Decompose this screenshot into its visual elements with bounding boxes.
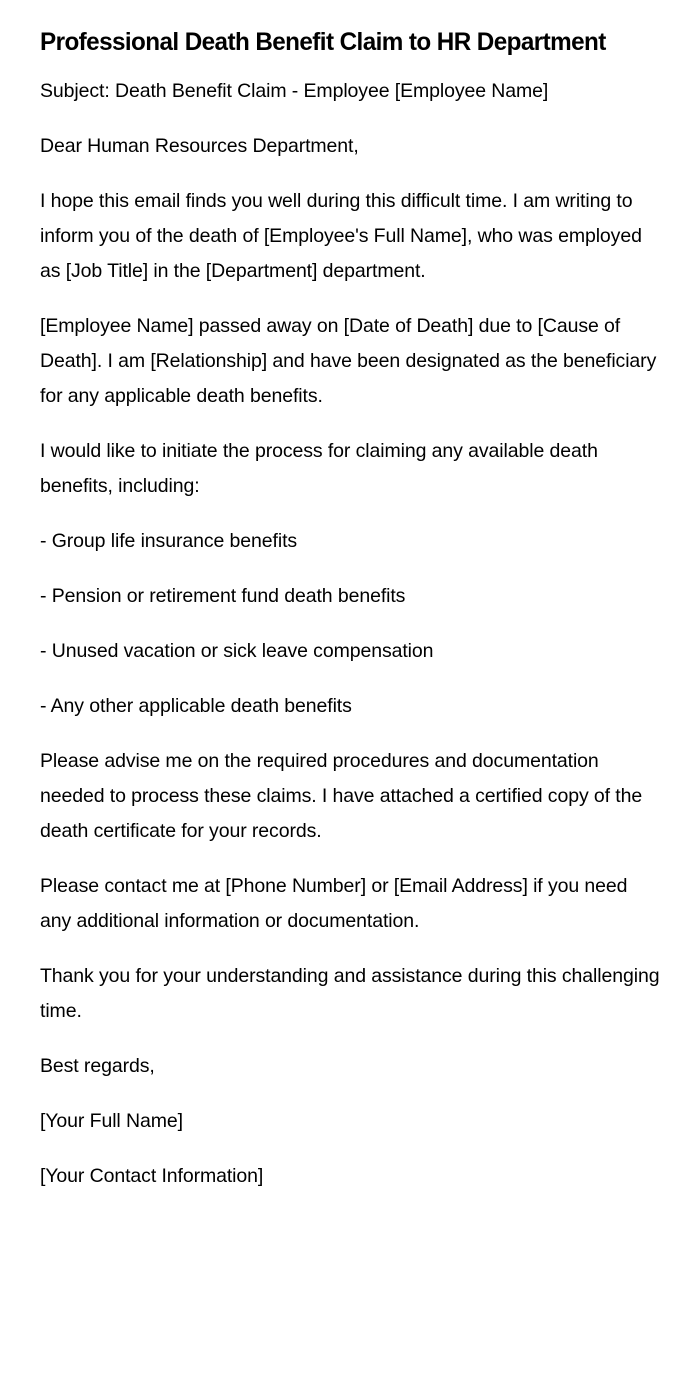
procedure-paragraph: Please advise me on the required procedures and documentation needed to process these claims. I have attached a certified copy of the death certificate for your records.: [40, 750, 643, 842]
benefit-list-item: - Unused vacation or sick leave compensation: [40, 640, 434, 662]
thanks-paragraph: Thank you for your understanding and assistance during this challenging time.: [40, 965, 660, 1022]
benefit-list-item: - Pension or retirement fund death benefits: [40, 585, 406, 607]
request-paragraph: I would like to initiate the process for claiming any available death benefits, including:: [40, 440, 598, 497]
signature-name: [Your Full Name]: [40, 1110, 183, 1132]
salutation: Dear Human Resources Department,: [40, 135, 359, 157]
intro-paragraph: I hope this email finds you well during this difficult time. I am writing to inform you of the death of [Employee's Full Name], who was employed as [Job Title] in the [Department] department.: [40, 190, 642, 282]
document-title: Professional Death Benefit Claim to HR Department: [40, 28, 606, 56]
signature-contact: [Your Contact Information]: [40, 1165, 264, 1187]
details-paragraph: [Employee Name] passed away on [Date of Death] due to [Cause of Death]. I am [Relationship] and have been designated as the beneficiary for any applicable death benefits.: [40, 315, 657, 407]
contact-paragraph: Please contact me at [Phone Number] or [Email Address] if you need any additional information or documentation.: [40, 875, 628, 932]
benefit-list-item: - Group life insurance benefits: [40, 530, 298, 552]
subject-line: Subject: Death Benefit Claim - Employee [Employee Name]: [40, 80, 549, 102]
closing: Best regards,: [40, 1055, 155, 1077]
benefit-list-item: - Any other applicable death benefits: [40, 695, 352, 717]
